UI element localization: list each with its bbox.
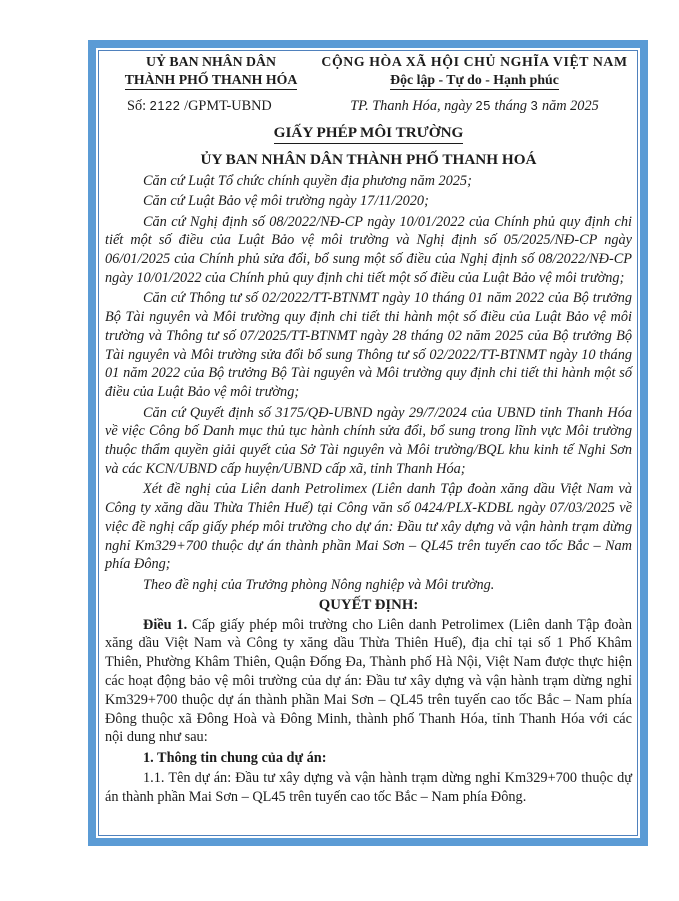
preamble-paragraph: Xét đề nghị của Liên danh Petrolimex (Liên danh Tập đoàn xăng dầu Việt Nam và Công ty xăng dầu Thừa Thiên Huế) tại Công văn số 0424/PLX-KDBL ngày 07/03/2025 về việc đề nghị cấp giấy phép môi trường cho dự án: Đầu tư xây dựng và vận hành trạm dừng nghỉ Km329+700 thuộc dự án thành phần Mai Sơn – QL45 trên tuyến cao tốc Bắc – Nam phía Đông; (105, 481, 632, 573)
doc-number-suffix: /GPMT-UBND (184, 98, 272, 114)
article-1-text: Cấp giấy phép môi trường cho Liên danh Petrolimex (Liên danh Tập đoàn xăng dầu Việt Nam và Công ty xăng dầu Thừa Thiên Huế), địa chỉ tại số 1 Phố Khâm Thiên, Phường Khâm Thiên, Quận Đống Đa, Thành phố Hà Nội, Việt Nam được thực hiện các hoạt động bảo vệ môi trường của dự án: Đầu tư xây dựng và vận hành trạm dừng nghỉ Km329+700 thuộc dự án thành phần Mai Sơn – QL45 trên tuyến cao tốc Bắc – Nam phía Đông thuộc xã Đông Hoà và Đông Minh, thành phố Thanh Hóa, tỉnh Thanh Hóa với các nội dung như sau: (105, 616, 632, 746)
permit-document (96, 48, 640, 838)
doc-number-label: Số: (127, 98, 147, 114)
date-prefix: TP. Thanh Hóa, ngày (350, 98, 472, 114)
preamble-paragraph: Căn cứ Luật Tổ chức chính quyền địa phương năm 2025; (143, 173, 472, 189)
issuing-authority-block (105, 53, 317, 90)
preamble-paragraph: Theo đề nghị của Trưởng phòng Nông nghiệp và Môi trường. (143, 576, 495, 593)
national-motto: Độc lập - Tự do - Hạnh phúc (317, 71, 632, 91)
authority-name-line2: THÀNH PHỐ THANH HÓA (105, 71, 317, 91)
date-day: 25 (475, 98, 491, 113)
article-1-paragraph (105, 616, 632, 748)
date-year: năm 2025 (541, 98, 599, 114)
decision-heading: QUYẾT ĐỊNH: (318, 596, 419, 613)
authority-name-line1: UỶ BAN NHÂN DÂN (146, 54, 276, 69)
section-1-1-paragraph: 1.1. Tên dự án: Đầu tư xây dựng và vận hành trạm dừng nghỉ Km329+700 thuộc dự án thành phần Mai Sơn – QL45 trên tuyến cao tốc Bắc – Nam phía Đông. (105, 769, 632, 805)
number-date-row (105, 98, 632, 115)
preamble-paragraph: Căn cứ Quyết định số 3175/QĐ-UBND ngày 29/7/2024 của UBND tỉnh Thanh Hóa về việc Công bố Danh mục thủ tục hành chính sửa đổi, bổ sung trong lĩnh vực Môi trường thuộc thẩm quyền giải quyết của Sở Tài nguyên và Môi trường/BQL khu kinh tế Nghi Sơn và các KCN/UBND cấp huyện/UBND cấp xã, tỉnh Thanh Hóa; (105, 404, 632, 477)
section-1-heading: 1. Thông tin chung của dự án: (143, 749, 327, 766)
article-1-label: Điều 1. (143, 616, 188, 633)
place-date-line (317, 98, 632, 115)
document-title: GIẤY PHÉP MÔI TRƯỜNG (105, 124, 632, 144)
preamble-paragraph: Căn cứ Thông tư số 02/2022/TT-BTNMT ngày 10 tháng 01 năm 2022 của Bộ trưởng Bộ Tài nguyên và Môi trường quy định chi tiết thi hành một số điều của Luật Bảo vệ môi trường và Thông tư số 07/2025/TT-BTNMT ngày 28 tháng 02 năm 2025 của Bộ trưởng Bộ Tài nguyên và Môi trường sửa đổi bổ sung Thông tư số 02/2022/TT-BTNMT ngày 10 tháng 01 năm 2022 của Bộ trưởng Bộ Tài nguyên và Môi trường quy định chi tiết thi hành một số điều của Luật Bảo vệ môi trường; (105, 290, 632, 401)
preamble-paragraph: Căn cứ Nghị định số 08/2022/NĐ-CP ngày 10/01/2022 của Chính phủ quy định chi tiết một số điều của Luật Bảo vệ môi trường và Nghị định số 05/2025/NĐ-CP ngày 06/01/2025 của Chính phủ sửa đổi, bổ sung một số điều của Nghị định số 08/2022/NĐ-CP ngày 10/01/2022 của Chính phủ quy định chi tiết một số điều của Luật Bảo vệ môi trường; (105, 213, 632, 286)
date-month: 3 (530, 98, 539, 113)
document-number (105, 98, 317, 115)
date-mid: tháng (494, 98, 528, 114)
national-motto-block (317, 53, 632, 90)
national-title: CỘNG HÒA XÃ HỘI CHỦ NGHĨA VIỆT NAM (321, 54, 628, 69)
doc-number-value: 2122 (149, 98, 181, 113)
preamble-paragraph: Căn cứ Luật Bảo vệ môi trường ngày 17/11/2020; (143, 193, 429, 210)
document-header (105, 53, 632, 90)
document-body (105, 172, 632, 807)
issuer-title: ỦY BAN NHÂN DÂN THÀNH PHỐ THANH HOÁ (200, 151, 537, 168)
